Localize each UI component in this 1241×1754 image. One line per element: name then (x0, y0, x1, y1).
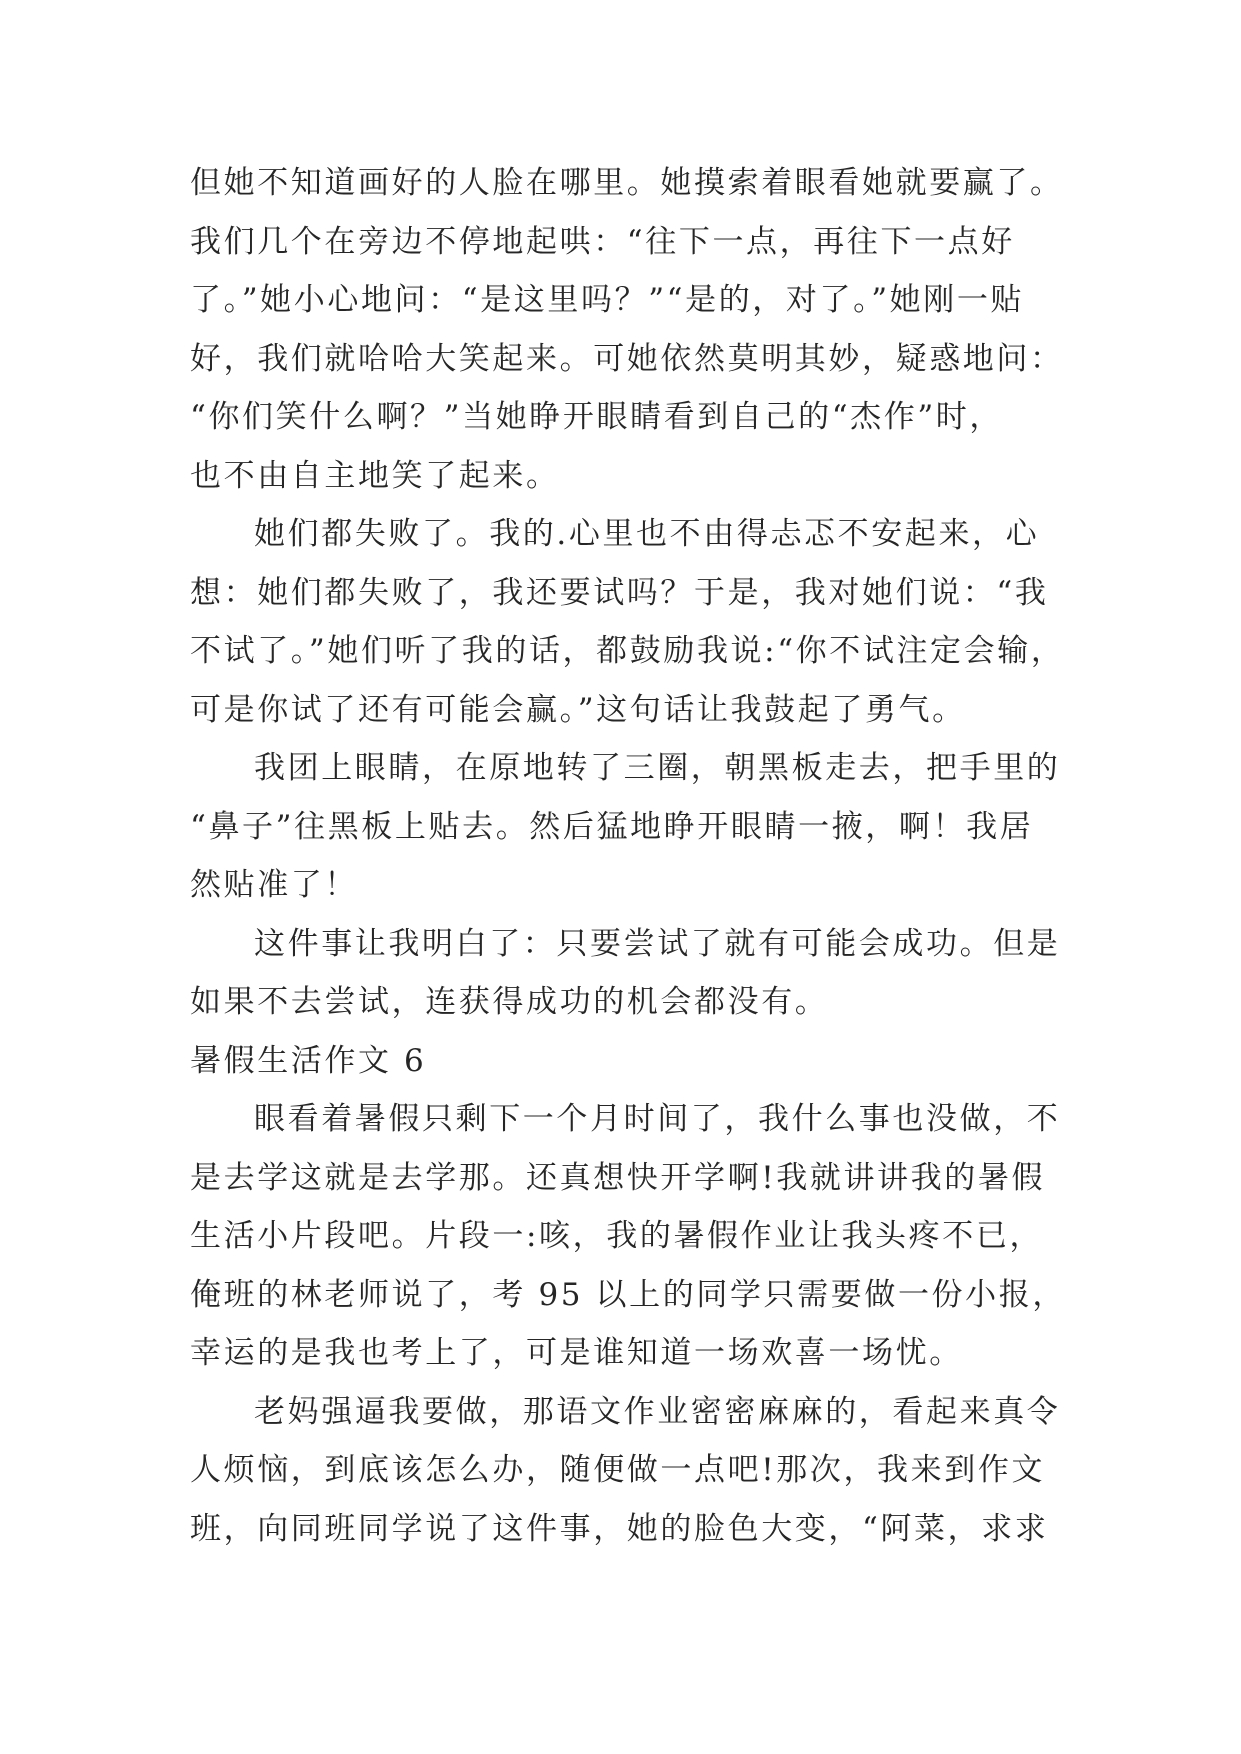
text-line: 我们几个在旁边不停地起哄：“往下一点，再往下一点好 (190, 224, 1015, 260)
text-line: 俺班的林老师说了，考 95 以上的同学只需要做一份小报， (190, 1277, 1066, 1313)
paragraph-start-line: 眼看着暑假只剩下一个月时间了，我什么事也没做，不 (254, 1101, 1061, 1137)
text-line: 也不由自主地笑了起来。 (190, 458, 560, 494)
text-line: 想：她们都失败了，我还要试吗？于是，我对她们说：“我 (190, 575, 1049, 611)
text-line: 了。”她小心地问：“是这里吗？”“是的，对了。”她刚一贴 (190, 282, 1025, 318)
text-line: 不试了。”她们听了我的话，都鼓励我说:“你不试注定会输， (190, 633, 1065, 669)
text-line: 如果不去尝试，连获得成功的机会都没有。 (190, 984, 829, 1020)
text-line: 人烦恼，到底该怎么办，随便做一点吧!那次，我来到作文 (190, 1452, 1046, 1488)
text-line: “鼻子”往黑板上贴去。然后猛地睁开眼睛一掖，啊！我居 (190, 809, 1034, 845)
text-line: 班，向同班同学说了这件事，她的脸色大变，“阿菜，求求 (190, 1511, 1049, 1547)
paragraph-start-line: 她们都失败了。我的.心里也不由得忐忑不安起来，心 (254, 516, 1040, 552)
paragraph-start-line: 老妈强逼我要做，那语文作业密密麻麻的，看起来真令 (254, 1394, 1061, 1430)
text-line: 然贴准了！ (190, 867, 358, 903)
text-line: 幸运的是我也考上了，可是谁知道一场欢喜一场忧。 (190, 1335, 963, 1371)
text-line: 可是你试了还有可能会赢。”这句话让我鼓起了勇气。 (190, 692, 966, 728)
text-line: 但她不知道画好的人脸在哪里。她摸索着眼看她就要赢了。 (190, 165, 1064, 201)
section-heading: 暑假生活作文 6 (190, 1043, 427, 1079)
paragraph-start-line: 我团上眼睛，在原地转了三圈，朝黑板走去，把手里的 (254, 750, 1061, 786)
text-line: “你们笑什么啊？”当她睁开眼睛看到自己的“杰作”时， (190, 399, 1003, 435)
text-line: 好，我们就哈哈大笑起来。可她依然莫明其妙，疑惑地问： (190, 341, 1064, 377)
text-line: 是去学这就是去学那。还真想快开学啊!我就讲讲我的暑假 (190, 1160, 1046, 1196)
text-line: 生活小片段吧。片段一:咳，我的暑假作业让我头疼不已， (190, 1218, 1044, 1254)
paragraph-start-line: 这件事让我明白了：只要尝试了就有可能会成功。但是 (254, 926, 1061, 962)
